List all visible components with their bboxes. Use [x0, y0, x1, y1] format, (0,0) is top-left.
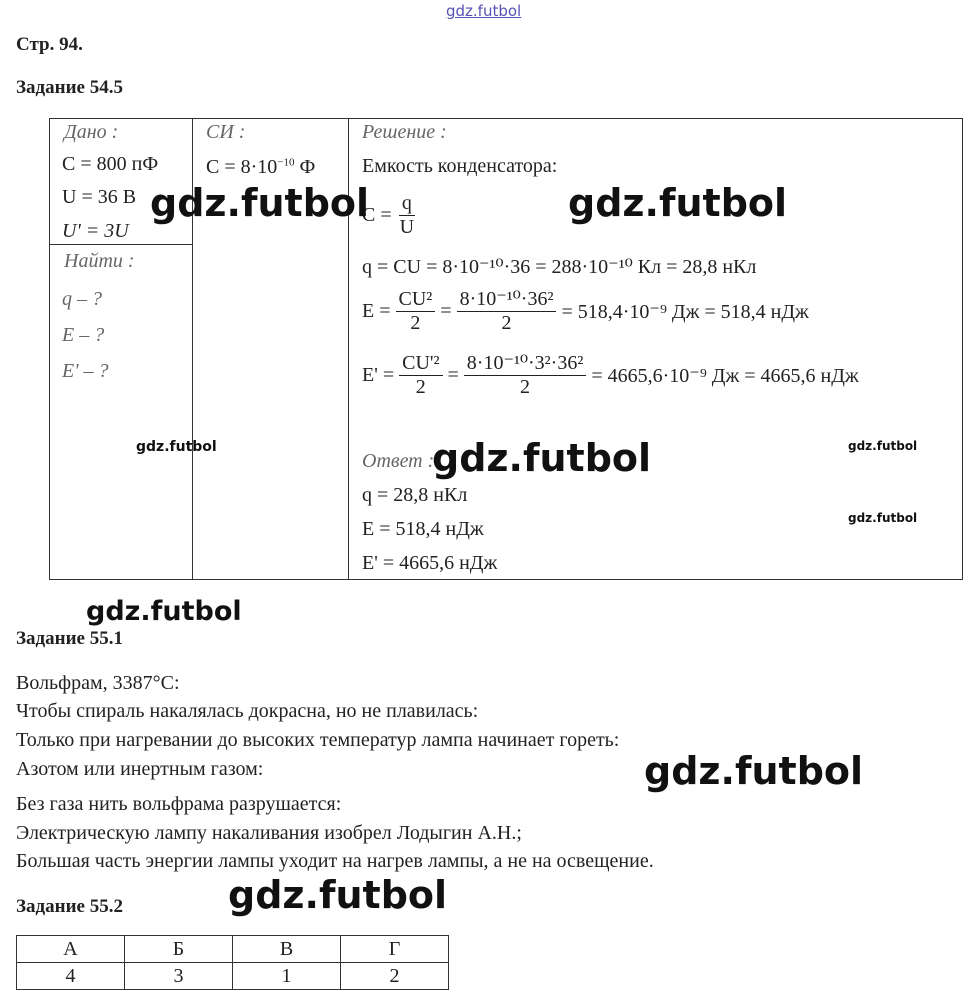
watermark: gdz.futbol [228, 873, 448, 917]
answer-q: q = 28,8 нКл [362, 484, 468, 506]
text-line: Вольфрам, 3387°С: [16, 672, 180, 694]
table-cell: 3 [125, 963, 233, 990]
find-q: q – ? [62, 288, 102, 310]
given-capacitance: C = 800 пФ [62, 153, 159, 175]
formula-charge: q = CU = 8·10⁻¹⁰·36 = 288·10⁻¹⁰ Кл = 28,8 нКл [362, 256, 757, 278]
solution-intro: Емкость конденсатора: [362, 155, 558, 177]
text-line: Только при нагревании до высоких температур лампа начинает гореть: [16, 729, 620, 751]
text-line: Электрическую лампу накаливания изобрел Лодыгин А.Н.; [16, 822, 522, 844]
task-55-1-title: Задание 55.1 [16, 628, 123, 649]
table-header-cell: Г [341, 936, 449, 963]
watermark: gdz.futbol [86, 596, 242, 627]
si-capacitance: $C = 8\cdot 10^{-10}$ Ф [206, 156, 316, 178]
task-54-5-title: Задание 54.5 [16, 77, 123, 98]
watermark: gdz.futbol [136, 439, 217, 455]
answer-e-prime: E' = 4665,6 нДж [362, 552, 498, 574]
watermark: gdz.futbol [644, 749, 864, 793]
answer-table [16, 935, 449, 990]
text-line: Без газа нить вольфрама разрушается: [16, 793, 342, 815]
table-row [17, 963, 449, 990]
table-cell: 2 [341, 963, 449, 990]
given-voltage-new: U' = 3U [62, 220, 129, 242]
text-line: Азотом или инертным газом: [16, 758, 264, 780]
watermark: gdz.futbol [150, 181, 370, 225]
si-label: СИ : [206, 121, 246, 143]
table-cell: 4 [17, 963, 125, 990]
table-header-cell: В [233, 936, 341, 963]
table-cell: 1 [233, 963, 341, 990]
watermark: gdz.futbol [432, 436, 652, 480]
text-line: Большая часть энергии лампы уходит на нагрев лампы, а не на освещение. [16, 850, 654, 872]
watermark: gdz.futbol [848, 439, 918, 453]
table-row [17, 936, 449, 963]
watermark: gdz.futbol [848, 511, 918, 525]
solution-label: Решение : [362, 121, 447, 143]
task-55-2-title: Задание 55.2 [16, 896, 123, 917]
answer-e: E = 518,4 нДж [362, 518, 484, 540]
watermark: gdz.futbol [568, 181, 788, 225]
table-header-cell: А [17, 936, 125, 963]
answer-label: Ответ : [362, 450, 435, 472]
formula-capacitance: C = $\frac{q}{U}$ [362, 192, 415, 238]
formula-energy-new: E' = $\frac{\text{CU'²}}{2}$ = $\frac{\text{8·10⁻¹⁰·3²·36²}}{2}$ = 4665,6·10⁻⁹ Дж = 4665,6 нДж [362, 352, 859, 398]
table-header-cell: Б [125, 936, 233, 963]
find-label: Найти : [64, 250, 135, 272]
page-header: Стр. 94. [16, 34, 83, 55]
find-e-prime: E' – ? [62, 360, 109, 382]
find-e: E – ? [62, 324, 105, 346]
given-voltage: U = 36 В [62, 186, 137, 208]
formula-energy: E = $\frac{\text{CU²}}{2}$ = $\frac{\text{8·10⁻¹⁰·36²}}{2}$ = 518,4·10⁻⁹ Дж = 518,4 нДж [362, 288, 809, 334]
text-line: Чтобы спираль накалялась докрасна, но не плавилась: [16, 700, 479, 722]
watermark-top[interactable]: gdz.futbol [446, 2, 522, 20]
given-label: Дано : [64, 121, 119, 143]
